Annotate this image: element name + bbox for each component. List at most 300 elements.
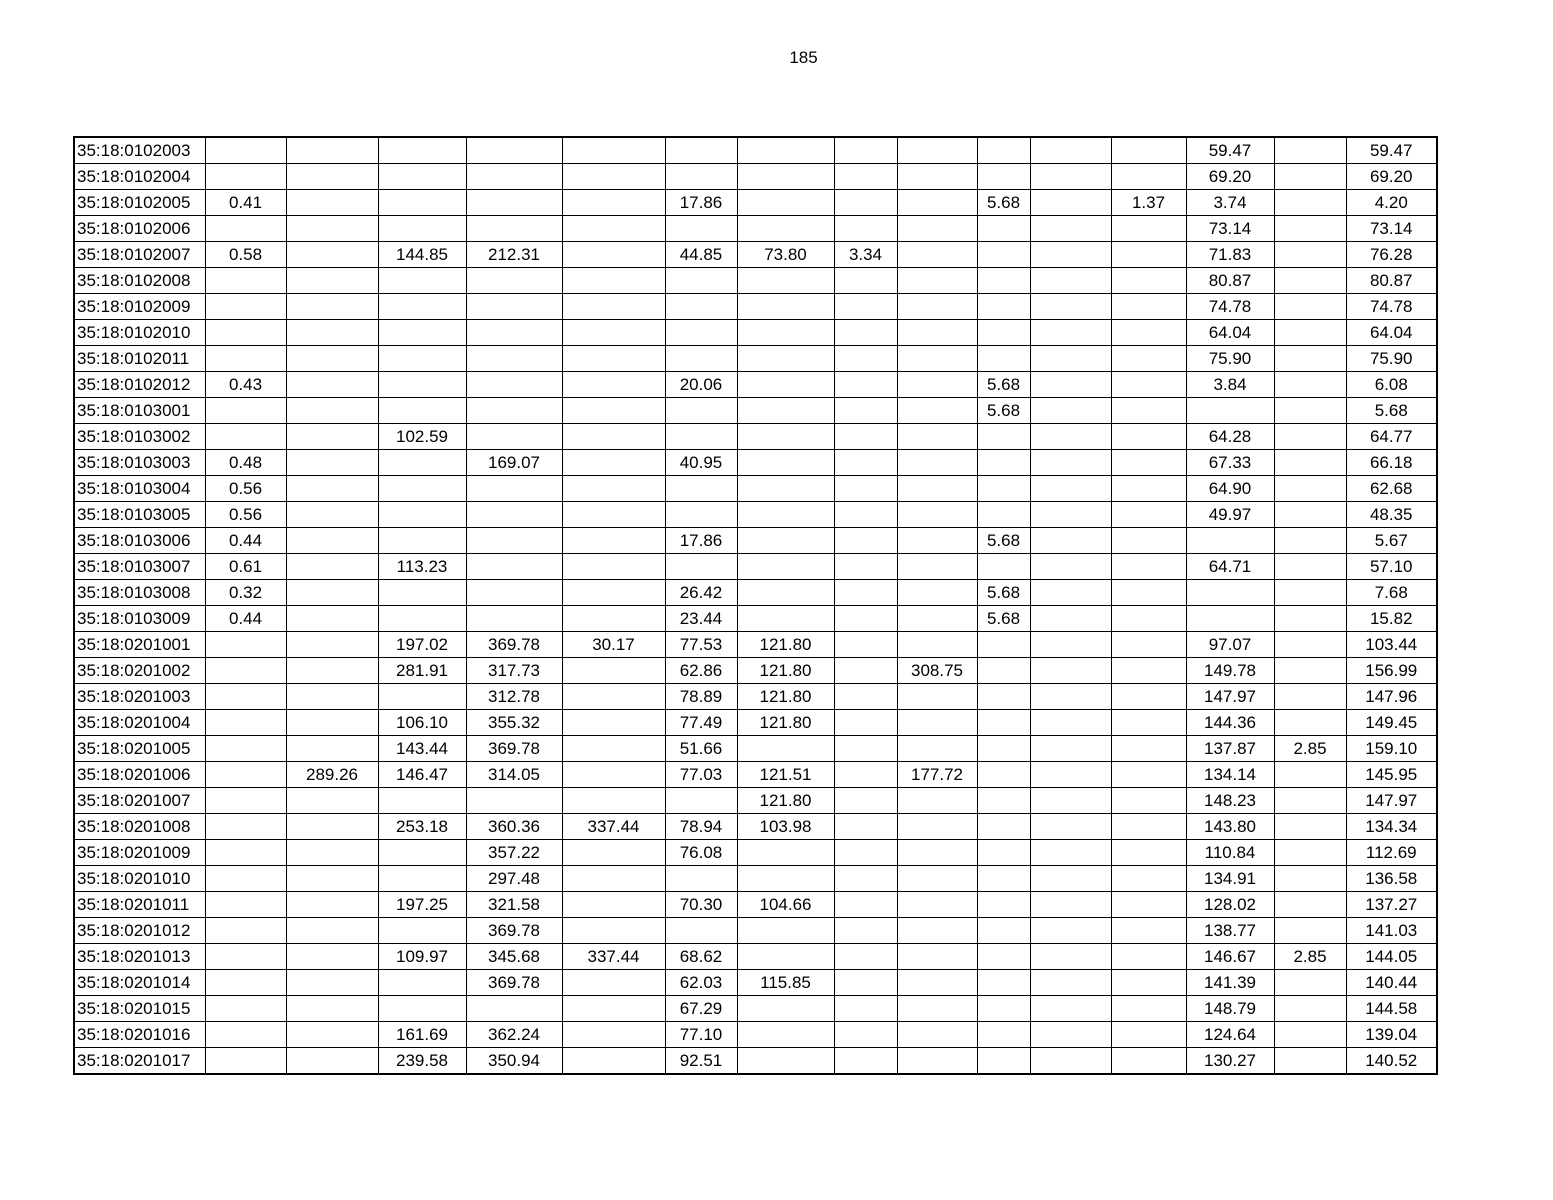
table-cell: 169.07 — [466, 450, 562, 476]
parcel-id-cell: 35:18:0201008 — [74, 814, 205, 840]
table-cell — [897, 424, 977, 450]
table-cell — [562, 216, 665, 242]
table-cell — [737, 918, 834, 944]
table-cell — [834, 137, 897, 164]
table-cell — [466, 268, 562, 294]
table-cell — [378, 190, 466, 216]
table-cell — [665, 346, 737, 372]
table-cell — [977, 892, 1030, 918]
table-cell — [897, 892, 977, 918]
table-cell: 147.96 — [1346, 684, 1437, 710]
table-cell: 148.79 — [1186, 996, 1274, 1022]
table-cell — [897, 710, 977, 736]
table-cell — [378, 137, 466, 164]
table-cell: 103.44 — [1346, 632, 1437, 658]
table-cell — [286, 1022, 378, 1048]
parcel-id-cell: 35:18:0201004 — [74, 710, 205, 736]
table-cell — [1030, 580, 1111, 606]
table-cell — [466, 216, 562, 242]
table-cell: 212.31 — [466, 242, 562, 268]
parcel-id-cell: 35:18:0102006 — [74, 216, 205, 242]
parcel-id-cell: 35:18:0201003 — [74, 684, 205, 710]
table-cell — [205, 320, 286, 346]
table-cell — [737, 190, 834, 216]
table-cell: 30.17 — [562, 632, 665, 658]
parcel-id-cell: 35:18:0201009 — [74, 840, 205, 866]
table-cell — [286, 476, 378, 502]
table-cell — [562, 320, 665, 346]
table-cell — [897, 866, 977, 892]
table-cell — [205, 1022, 286, 1048]
table-cell — [834, 502, 897, 528]
table-cell — [562, 710, 665, 736]
table-cell — [1111, 164, 1186, 190]
table-row — [74, 684, 1437, 710]
table-cell — [562, 476, 665, 502]
table-cell — [1274, 164, 1346, 190]
table-cell: 369.78 — [466, 918, 562, 944]
table-cell — [286, 1048, 378, 1075]
table-cell: 289.26 — [286, 762, 378, 788]
table-cell — [1030, 788, 1111, 814]
table-cell: 3.74 — [1186, 190, 1274, 216]
table-cell — [1030, 294, 1111, 320]
table-cell: 103.98 — [737, 814, 834, 840]
table-cell — [737, 137, 834, 164]
table-cell: 115.85 — [737, 970, 834, 996]
table-cell — [1030, 762, 1111, 788]
table-cell: 5.68 — [977, 190, 1030, 216]
table-cell: 112.69 — [1346, 840, 1437, 866]
table-cell — [1030, 814, 1111, 840]
table-cell — [466, 164, 562, 190]
table-cell — [897, 242, 977, 268]
table-cell — [1274, 346, 1346, 372]
table-cell — [1030, 450, 1111, 476]
table-cell — [1111, 866, 1186, 892]
table-cell — [286, 606, 378, 632]
table-cell — [1111, 137, 1186, 164]
table-cell — [1030, 944, 1111, 970]
table-cell: 80.87 — [1186, 268, 1274, 294]
table-cell — [378, 450, 466, 476]
table-cell — [286, 216, 378, 242]
table-cell — [665, 476, 737, 502]
table-cell — [1274, 1022, 1346, 1048]
table-cell: 134.91 — [1186, 866, 1274, 892]
table-cell — [897, 814, 977, 840]
table-cell — [977, 944, 1030, 970]
table-cell — [834, 164, 897, 190]
table-cell — [205, 814, 286, 840]
table-cell — [1111, 1048, 1186, 1075]
table-cell — [1111, 502, 1186, 528]
table-row — [74, 137, 1437, 164]
table-cell — [977, 658, 1030, 684]
table-cell — [834, 554, 897, 580]
table-cell — [897, 580, 977, 606]
table-cell — [834, 320, 897, 346]
table-cell: 146.47 — [378, 762, 466, 788]
table-cell: 64.28 — [1186, 424, 1274, 450]
table-cell — [665, 294, 737, 320]
table-cell — [834, 710, 897, 736]
table-cell — [1111, 658, 1186, 684]
table-cell — [562, 294, 665, 320]
table-cell — [737, 944, 834, 970]
table-cell — [1274, 814, 1346, 840]
table-cell — [977, 1022, 1030, 1048]
table-cell — [897, 840, 977, 866]
table-cell — [897, 216, 977, 242]
table-cell: 121.51 — [737, 762, 834, 788]
parcel-id-cell: 35:18:0103004 — [74, 476, 205, 502]
table-cell — [737, 502, 834, 528]
table-row — [74, 450, 1437, 476]
table-cell — [1274, 580, 1346, 606]
table-cell: 44.85 — [665, 242, 737, 268]
table-cell: 6.08 — [1346, 372, 1437, 398]
table-cell: 67.29 — [665, 996, 737, 1022]
table-cell — [737, 528, 834, 554]
table-cell — [562, 996, 665, 1022]
table-cell — [897, 944, 977, 970]
table-cell — [562, 736, 665, 762]
parcel-id-cell: 35:18:0103007 — [74, 554, 205, 580]
table-cell: 0.43 — [205, 372, 286, 398]
table-cell — [562, 268, 665, 294]
parcel-id-cell: 35:18:0201015 — [74, 996, 205, 1022]
table-cell: 141.39 — [1186, 970, 1274, 996]
table-cell: 2.85 — [1274, 944, 1346, 970]
table-cell — [1274, 502, 1346, 528]
table-cell — [1111, 736, 1186, 762]
table-cell: 144.05 — [1346, 944, 1437, 970]
table-cell — [834, 866, 897, 892]
table-cell — [977, 866, 1030, 892]
table-cell: 17.86 — [665, 528, 737, 554]
table-cell: 7.68 — [1346, 580, 1437, 606]
table-cell: 59.47 — [1186, 137, 1274, 164]
table-cell: 321.58 — [466, 892, 562, 918]
table-cell — [1030, 632, 1111, 658]
parcel-id-cell: 35:18:0103003 — [74, 450, 205, 476]
table-cell — [466, 320, 562, 346]
table-cell — [466, 294, 562, 320]
table-cell: 110.84 — [1186, 840, 1274, 866]
table-cell — [378, 164, 466, 190]
table-cell — [665, 918, 737, 944]
table-cell — [286, 918, 378, 944]
table-cell — [665, 788, 737, 814]
table-cell — [286, 164, 378, 190]
table-cell — [1030, 190, 1111, 216]
table-row — [74, 528, 1437, 554]
table-cell — [1274, 190, 1346, 216]
table-cell — [834, 814, 897, 840]
table-cell — [286, 866, 378, 892]
table-cell — [205, 892, 286, 918]
table-cell — [834, 918, 897, 944]
table-row — [74, 918, 1437, 944]
table-cell — [205, 268, 286, 294]
table-cell — [834, 658, 897, 684]
table-cell: 51.66 — [665, 736, 737, 762]
table-cell — [1111, 372, 1186, 398]
table-cell — [897, 190, 977, 216]
table-cell — [977, 450, 1030, 476]
table-cell — [466, 996, 562, 1022]
table-cell: 67.33 — [1186, 450, 1274, 476]
table-cell — [286, 372, 378, 398]
table-cell — [286, 814, 378, 840]
table-cell — [466, 606, 562, 632]
table-cell: 71.83 — [1186, 242, 1274, 268]
table-row — [74, 372, 1437, 398]
table-cell — [1274, 892, 1346, 918]
table-cell: 337.44 — [562, 814, 665, 840]
table-cell — [737, 554, 834, 580]
table-cell — [1030, 840, 1111, 866]
table-cell: 130.27 — [1186, 1048, 1274, 1075]
table-cell — [1186, 580, 1274, 606]
table-cell: 197.25 — [378, 892, 466, 918]
table-cell — [286, 268, 378, 294]
table-cell — [737, 476, 834, 502]
table-cell: 62.68 — [1346, 476, 1437, 502]
table-cell — [1030, 164, 1111, 190]
table-cell — [466, 346, 562, 372]
table-cell: 159.10 — [1346, 736, 1437, 762]
table-cell — [1274, 1048, 1346, 1075]
table-cell — [977, 788, 1030, 814]
table-cell — [737, 840, 834, 866]
table-cell — [977, 502, 1030, 528]
table-cell — [286, 320, 378, 346]
table-cell: 80.87 — [1346, 268, 1437, 294]
parcel-id-cell: 35:18:0103001 — [74, 398, 205, 424]
table-cell — [1274, 554, 1346, 580]
parcel-id-cell: 35:18:0201011 — [74, 892, 205, 918]
table-row — [74, 398, 1437, 424]
table-cell: 144.85 — [378, 242, 466, 268]
table-cell — [897, 918, 977, 944]
table-cell — [1274, 268, 1346, 294]
table-cell: 2.85 — [1274, 736, 1346, 762]
table-cell — [834, 788, 897, 814]
table-cell — [834, 398, 897, 424]
table-cell: 145.95 — [1346, 762, 1437, 788]
table-cell — [1274, 242, 1346, 268]
table-row — [74, 892, 1437, 918]
table-cell — [1030, 398, 1111, 424]
table-cell — [834, 684, 897, 710]
table-cell — [1030, 1048, 1111, 1075]
table-cell — [897, 632, 977, 658]
table-cell — [1111, 840, 1186, 866]
table-cell — [737, 736, 834, 762]
table-cell — [205, 918, 286, 944]
table-row — [74, 320, 1437, 346]
table-cell — [977, 554, 1030, 580]
table-cell — [378, 294, 466, 320]
table-cell: 73.14 — [1346, 216, 1437, 242]
table-cell — [378, 268, 466, 294]
parcel-id-cell: 35:18:0201001 — [74, 632, 205, 658]
table-cell — [665, 554, 737, 580]
table-cell — [466, 502, 562, 528]
table-cell — [977, 710, 1030, 736]
table-cell — [286, 190, 378, 216]
table-cell — [466, 554, 562, 580]
table-cell — [466, 424, 562, 450]
table-cell — [1030, 528, 1111, 554]
table-cell — [897, 970, 977, 996]
table-cell — [562, 840, 665, 866]
table-cell: 136.58 — [1346, 866, 1437, 892]
table-cell: 139.04 — [1346, 1022, 1437, 1048]
table-body — [74, 137, 1437, 1074]
table-row — [74, 788, 1437, 814]
table-cell: 5.68 — [1346, 398, 1437, 424]
parcel-id-cell: 35:18:0102007 — [74, 242, 205, 268]
table-cell — [834, 372, 897, 398]
table-cell: 140.52 — [1346, 1048, 1437, 1075]
table-cell — [897, 606, 977, 632]
table-cell — [665, 137, 737, 164]
table-cell — [1030, 137, 1111, 164]
table-cell — [562, 918, 665, 944]
table-cell — [834, 346, 897, 372]
table-cell — [1186, 528, 1274, 554]
table-row — [74, 1022, 1437, 1048]
table-cell — [205, 710, 286, 736]
table-cell — [562, 398, 665, 424]
table-cell — [1111, 944, 1186, 970]
table-cell — [562, 372, 665, 398]
table-cell — [977, 476, 1030, 502]
table-cell — [562, 970, 665, 996]
table-cell: 75.90 — [1186, 346, 1274, 372]
table-cell: 15.82 — [1346, 606, 1437, 632]
table-cell — [286, 346, 378, 372]
table-cell — [897, 528, 977, 554]
table-cell — [562, 346, 665, 372]
table-cell — [1111, 294, 1186, 320]
table-cell — [205, 866, 286, 892]
table-cell — [1030, 710, 1111, 736]
table-cell — [1274, 424, 1346, 450]
table-cell: 253.18 — [378, 814, 466, 840]
parcel-id-cell: 35:18:0103009 — [74, 606, 205, 632]
table-row — [74, 658, 1437, 684]
table-cell — [1111, 528, 1186, 554]
table-cell: 239.58 — [378, 1048, 466, 1075]
parcel-id-cell: 35:18:0102003 — [74, 137, 205, 164]
table-cell — [665, 866, 737, 892]
table-cell — [378, 528, 466, 554]
table-cell — [1274, 320, 1346, 346]
table-cell — [737, 996, 834, 1022]
table-cell: 77.03 — [665, 762, 737, 788]
table-cell: 78.89 — [665, 684, 737, 710]
table-cell — [897, 398, 977, 424]
table-cell — [977, 762, 1030, 788]
table-row — [74, 268, 1437, 294]
table-cell — [1274, 606, 1346, 632]
table-cell — [286, 970, 378, 996]
table-cell: 75.90 — [1346, 346, 1437, 372]
table-cell: 369.78 — [466, 632, 562, 658]
table-cell — [1274, 684, 1346, 710]
table-cell: 308.75 — [897, 658, 977, 684]
table-cell — [286, 242, 378, 268]
parcel-id-cell: 35:18:0201006 — [74, 762, 205, 788]
table-cell — [205, 970, 286, 996]
table-cell: 355.32 — [466, 710, 562, 736]
table-cell — [205, 137, 286, 164]
table-row — [74, 164, 1437, 190]
table-cell: 76.28 — [1346, 242, 1437, 268]
table-cell: 64.77 — [1346, 424, 1437, 450]
parcel-id-cell: 35:18:0102010 — [74, 320, 205, 346]
table-cell — [897, 554, 977, 580]
parcel-id-cell: 35:18:0103008 — [74, 580, 205, 606]
table-cell — [834, 970, 897, 996]
table-cell: 161.69 — [378, 1022, 466, 1048]
table-cell — [834, 892, 897, 918]
table-cell: 64.71 — [1186, 554, 1274, 580]
table-cell — [286, 684, 378, 710]
table-cell — [562, 866, 665, 892]
table-cell: 48.35 — [1346, 502, 1437, 528]
table-cell: 317.73 — [466, 658, 562, 684]
table-cell: 62.03 — [665, 970, 737, 996]
table-cell: 5.67 — [1346, 528, 1437, 554]
table-cell — [897, 684, 977, 710]
table-cell — [562, 450, 665, 476]
table-cell — [737, 398, 834, 424]
table-cell — [562, 502, 665, 528]
table-cell — [562, 528, 665, 554]
table-cell — [1030, 320, 1111, 346]
table-cell — [977, 242, 1030, 268]
table-cell — [1030, 892, 1111, 918]
table-cell — [1030, 996, 1111, 1022]
parcel-id-cell: 35:18:0201013 — [74, 944, 205, 970]
table-cell — [1274, 294, 1346, 320]
table-row — [74, 866, 1437, 892]
table-cell: 106.10 — [378, 710, 466, 736]
table-cell — [834, 580, 897, 606]
table-cell: 0.44 — [205, 606, 286, 632]
table-cell — [205, 424, 286, 450]
table-cell: 77.10 — [665, 1022, 737, 1048]
table-cell — [1274, 137, 1346, 164]
table-cell: 138.77 — [1186, 918, 1274, 944]
table-cell: 69.20 — [1186, 164, 1274, 190]
table-cell: 5.68 — [977, 398, 1030, 424]
table-cell — [286, 944, 378, 970]
table-cell — [1030, 554, 1111, 580]
table-cell: 4.20 — [1346, 190, 1437, 216]
table-cell — [378, 398, 466, 424]
table-cell — [286, 840, 378, 866]
table-cell — [286, 398, 378, 424]
table-row — [74, 216, 1437, 242]
table-cell — [1030, 242, 1111, 268]
table-cell — [977, 268, 1030, 294]
